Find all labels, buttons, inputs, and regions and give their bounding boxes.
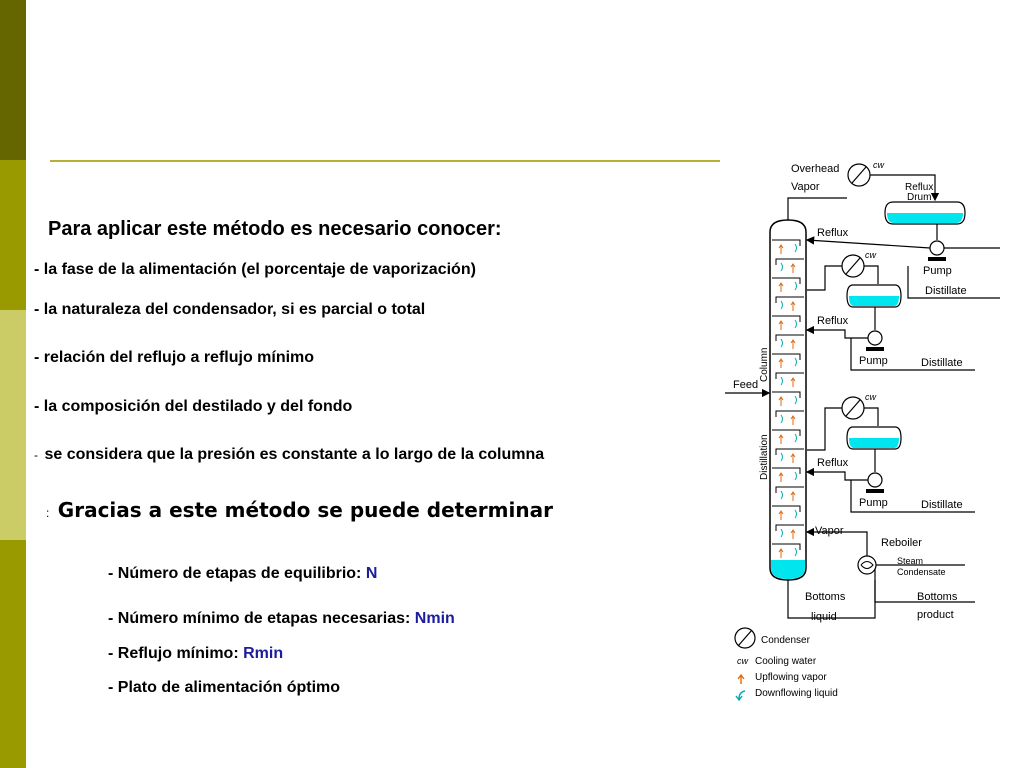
result-3-value: Rmin (243, 645, 284, 662)
label-reflux-3: Reflux (817, 457, 849, 469)
legend-upflowing-vapor: Upflowing vapor (755, 672, 827, 683)
pump-icon-2 (868, 331, 882, 345)
result-1-value: N (365, 565, 378, 582)
label-pump-3: Pump (859, 497, 888, 509)
label-bottoms-liquid-1: Bottoms (805, 591, 846, 603)
label-distillation: Distillation (759, 434, 770, 480)
bullet-3: - relación del reflujo a reflujo mínimo (34, 349, 315, 366)
bullet-5-text: se considera que la presión es constante a lo largo de la columna (44, 446, 545, 463)
result-2-value: Nmin (414, 610, 455, 627)
label-cw-1: cw (873, 160, 884, 170)
label-bottoms-liquid-2: liquid (811, 611, 837, 623)
legend-upflowing-arrow (738, 675, 744, 684)
distillation-column-diagram (725, 150, 1020, 710)
label-vapor-top: Vapor (791, 181, 820, 193)
label-pump-2: Pump (859, 355, 888, 367)
label-bottoms-product-1: Bottoms (917, 591, 958, 603)
label-pump-1: Pump (923, 265, 952, 277)
label-cw-2: cw (865, 250, 876, 260)
label-reflux-drum-1: Reflux (905, 182, 934, 193)
label-overhead: Overhead (791, 163, 840, 175)
label-distillate-1: Distillate (925, 285, 967, 297)
label-bottoms-product-2: product (917, 609, 954, 621)
label-column: Column (759, 347, 770, 382)
side-stripe-mid (0, 160, 26, 310)
bullet-2: - la naturaleza del condensador, si es parcial o total (34, 301, 426, 318)
label-distillate-3: Distillate (921, 499, 963, 511)
legend-cw-abbr: cw (737, 656, 748, 666)
bullet-1: - la fase de la alimentación (el porcentaje de vaporización) (34, 261, 476, 278)
side-stripe-light (0, 310, 26, 540)
label-reboiler: Reboiler (881, 537, 922, 549)
label-reflux-1: Reflux (817, 227, 849, 239)
legend-cooling-water: Cooling water (755, 656, 817, 667)
slide-heading: Para aplicar este método es necesario conocer: (48, 218, 502, 240)
legend-downflowing-liquid: Downflowing liquid (755, 688, 838, 699)
subheading-text: Gracias a este método se puede determinar (57, 498, 553, 522)
result-1-label: - Número de etapas de equilibrio: (108, 565, 366, 582)
side-stripe-dark (0, 0, 26, 160)
column-shell (770, 220, 806, 580)
legend-condenser: Condenser (761, 635, 810, 646)
bullet-4: - la composición del destilado y del fondo (34, 398, 353, 415)
subheading (46, 498, 553, 522)
result-2-label: - Número mínimo de etapas necesarias: (108, 610, 415, 627)
label-feed: Feed (733, 379, 759, 391)
pump-icon-1 (930, 241, 944, 255)
result-3 (108, 645, 283, 663)
result-1 (108, 565, 377, 583)
column-bottom-liquid (771, 560, 805, 579)
accent-rule (50, 160, 720, 162)
side-stripe-olive (0, 540, 26, 768)
result-3-label: - Reflujo mínimo: (108, 645, 244, 662)
label-steam: Steam (897, 556, 924, 566)
result-2 (108, 610, 455, 628)
label-reflux-drum-2: Drum (907, 192, 932, 203)
label-cw-3: cw (865, 392, 876, 402)
result-4-label: - Plato de alimentación óptimo (108, 679, 341, 696)
legend-downflowing-arrow (736, 691, 745, 700)
label-vapor-bottom: Vapor (815, 525, 844, 537)
label-reflux-2: Reflux (817, 315, 849, 327)
bullet-5-marker: - (34, 448, 38, 462)
bullet-5 (34, 446, 544, 464)
overhead-vapor-line (788, 198, 847, 220)
label-distillate-2: Distillate (921, 357, 963, 369)
label-condensate: Condensate (897, 567, 946, 577)
result-4 (108, 679, 340, 697)
subheading-marker: : (46, 506, 50, 520)
pump-icon-3 (868, 473, 882, 487)
